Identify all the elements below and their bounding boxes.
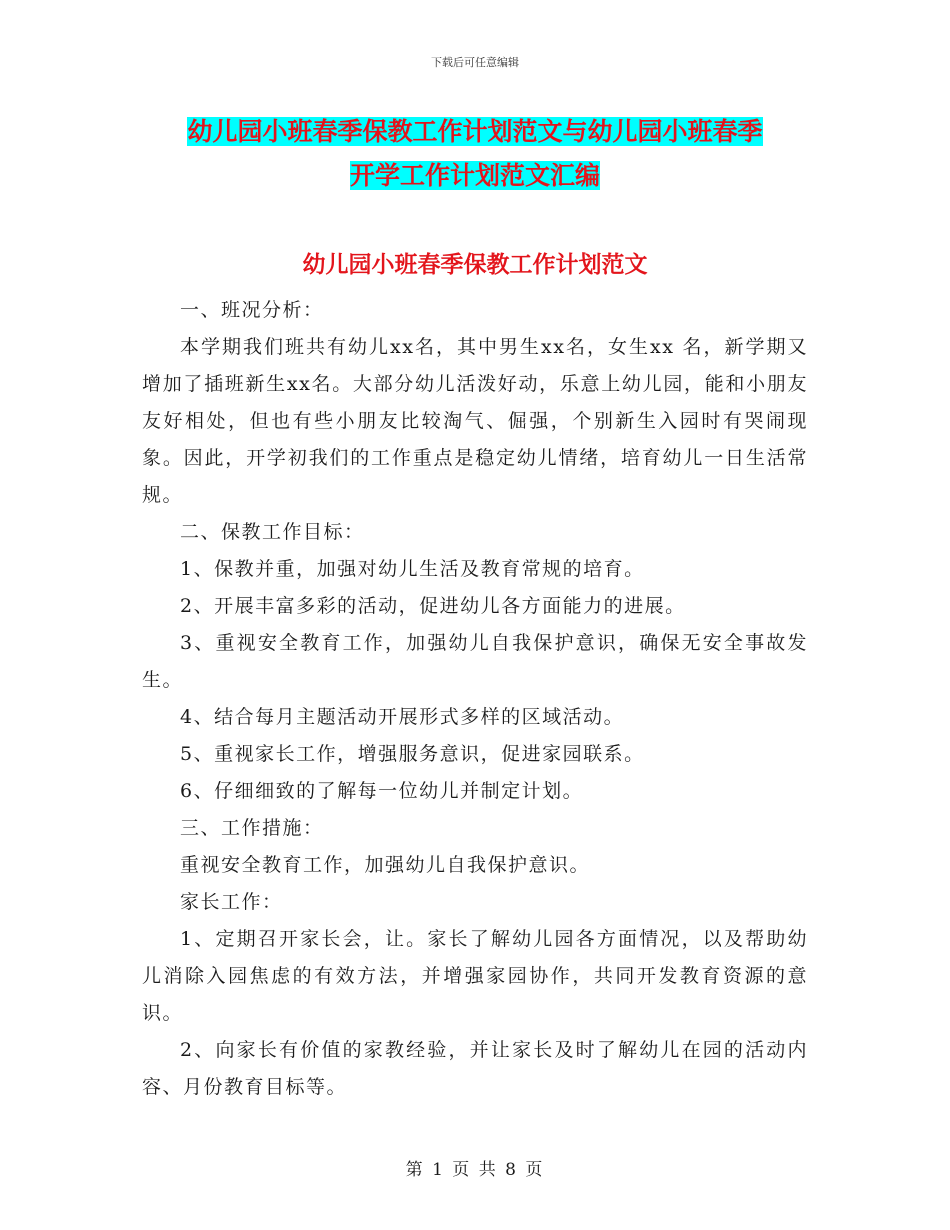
heading-class-analysis: 一、班况分析：	[180, 299, 324, 321]
document-title-line-2: 开学工作计划范文汇编	[349, 161, 600, 190]
goal-item-6: 6、仔细细致的了解每一位幼儿并制定计划。	[180, 780, 584, 802]
goal-item-5: 5、重视家长工作，增强服务意识，促进家园联系。	[180, 743, 645, 765]
goal-item-2: 2、开展丰富多彩的活动，促进幼儿各方面能力的进展。	[180, 595, 686, 617]
paragraph-class-analysis: 本学期我们班共有幼儿xx名，其中男生xx名，女生xx 名，新学期又增加了插班新生xx名。大部分幼儿活泼好动，乐意上幼儿园，能和小朋友友好相处，但也有些小朋友比较淘气、倔强，个别新生入园时有哭闹现象。因此，开学初我们的工作重点是稳定幼儿情绪，培育幼儿一日生活常规。	[142, 336, 808, 506]
page-number-footer: 第 1 页 共 8 页	[405, 1160, 545, 1180]
heading-goals: 二、保教工作目标：	[180, 521, 365, 543]
measure-safety: 重视安全教育工作，加强幼儿自我保护意识。	[180, 854, 591, 876]
header-note: 下载后可任意编辑	[431, 56, 519, 69]
goal-item-4: 4、结合每月主题活动开展形式多样的区域活动。	[180, 706, 625, 728]
goal-item-3: 3、重视安全教育工作，加强幼儿自我保护意识，确保无安全事故发生。	[142, 632, 808, 691]
goal-item-1: 1、保教并重，加强对幼儿生活及教育常规的培育。	[180, 558, 645, 580]
parent-work-item-1: 1、定期召开家长会，让。家长了解幼儿园各方面情况，以及帮助幼儿消除入园焦虑的有效方法，并增强家园协作，共同开发教育资源的意识。	[142, 928, 808, 1024]
heading-parent-work: 家长工作：	[180, 891, 283, 913]
document-title-line-1: 幼儿园小班春季保教工作计划范文与幼儿园小班春季	[187, 117, 763, 146]
parent-work-item-2: 2、向家长有价值的家教经验，并让家长及时了解幼儿在园的活动内容、月份教育目标等。	[142, 1039, 808, 1098]
document-body	[142, 292, 808, 1106]
document-title	[142, 110, 808, 198]
section-title: 幼儿园小班春季保教工作计划范文	[302, 252, 648, 278]
heading-measures: 三、工作措施：	[180, 817, 324, 839]
